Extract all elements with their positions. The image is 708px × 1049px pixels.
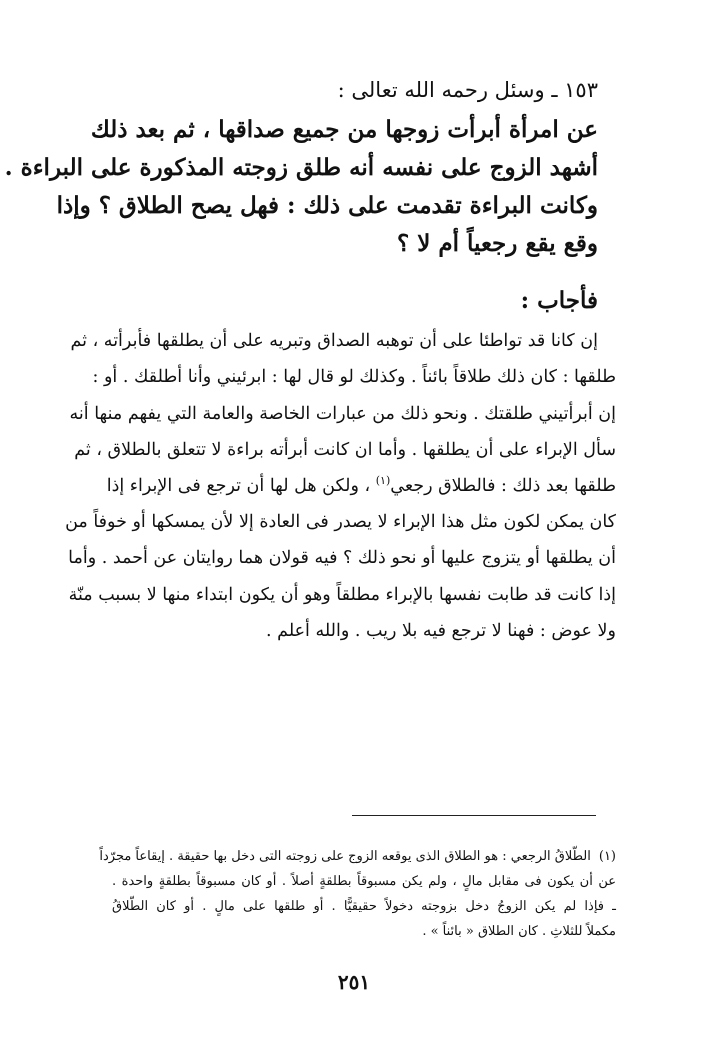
- footnote-line: ـ فإذا لم يكن الزوجُ دخل بزوجته دخولاً حقيقيًّا . أو طلقها على مالٍ . أو كان الطّلاقُ: [112, 899, 616, 914]
- answer-line-part: طلقها بعد ذلك : فالطلاق رجعي: [390, 476, 616, 496]
- answer-line: إن أبرأتيني طلقتك . ونحو ذلك من عبارات الخاصة والعامة التي يفهم منها أنه: [69, 404, 616, 424]
- answer-line: كان يمكن لكون مثل هذا الإبراء لا يصدر فى العادة إلا لأن يمسكها أو خوفاً من: [65, 512, 616, 532]
- question-line: وكانت البراءة تقدمت على ذلك : فهل يصح الطلاق ؟ وإذا: [56, 192, 598, 219]
- answer-heading: فأجاب :: [520, 287, 598, 314]
- answer-line: [106, 469, 616, 503]
- footnote-reference[interactable]: (١): [375, 474, 391, 488]
- footnote-marker: (١): [598, 849, 616, 864]
- question-line: وقع يقع رجعياً أم لا ؟: [397, 230, 598, 257]
- answer-line: إن كانا قد تواطئا على أن توهبه الصداق وتبريه على أن يطلقها فأبرأته ، ثم: [70, 331, 598, 351]
- answer-line: إذا كانت قد طابت نفسها بالإبراء مطلقاً وهو أن يكون ابتداء منها لا بسبب منّة: [68, 585, 616, 605]
- question-line: عن امرأة أبرأت زوجها من جميع صداقها ، ثم بعد ذلك: [90, 116, 598, 143]
- question-line: أشهد الزوج على نفسه أنه طلق زوجته المذكورة على البراءة .: [4, 154, 598, 181]
- answer-line: أن يطلقها أو يتزوج عليها أو نحو ذلك ؟ فيه قولان هما روايتان عن أحمد . وأما: [68, 548, 616, 568]
- page-number: ٢٥١: [337, 970, 371, 994]
- answer-line: طلقها : كان ذلك طلاقاً بائناً . وكذلك لو قال لها : ابرئيني وأنا أطلقك . أو :: [92, 367, 616, 387]
- footnote-text: الطّلاقُ الرجعي : هو الطلاق الذى يوقعه الزوج على زوجته التى دخل بها حقيقة . إيقاعاً مجرّداً: [99, 849, 591, 864]
- question-intro: ١٥٣ ـ وسئل رحمه الله تعالى :: [337, 78, 598, 102]
- footnote-separator: [352, 815, 596, 816]
- answer-line: سأل الإبراء على أن يطلقها . وأما ان كانت أبرأته براءة لا تتعلق بالطلاق ، ثم: [74, 440, 616, 460]
- answer-line: ولا عوض : فهنا لا ترجع فيه بلا ريب . والله أعلم .: [266, 621, 616, 641]
- footnote-line: مكملاً للثلاثِ . كان الطلاق « بائناً » .: [422, 924, 616, 939]
- footnote-line: [99, 846, 616, 868]
- footnote-line: عن أن يكون فى مقابل مالٍ ، ولم يكن مسبوقاً بطلقةٍ أصلاً . أو كان مسبوقاً بطلقةٍ واحدة .: [112, 874, 616, 889]
- answer-line-part: ، ولكن هل لها أن ترجع فى الإبراء إذا: [106, 476, 371, 496]
